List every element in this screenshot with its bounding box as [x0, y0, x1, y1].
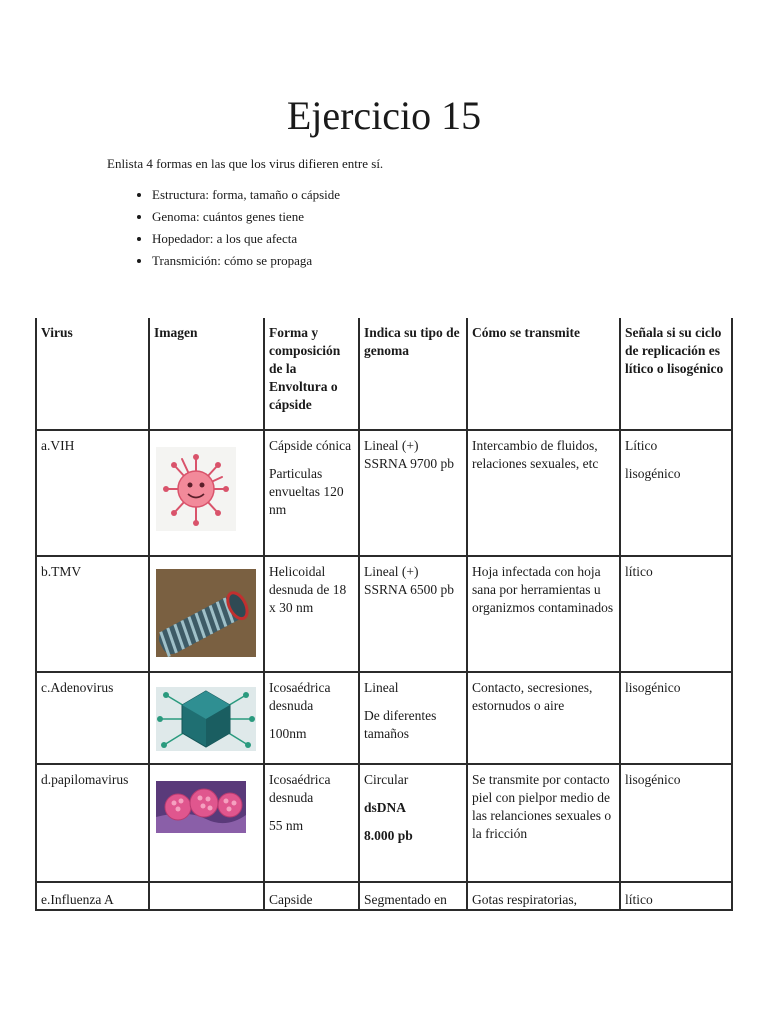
ciclo-cell	[620, 882, 732, 910]
adenovirus-illustration	[156, 687, 256, 751]
header-forma: Forma y composición de la Envoltura o cápside	[264, 318, 359, 430]
table-header-row	[36, 318, 732, 430]
table-row	[36, 556, 732, 672]
header-transmite: Cómo se transmite	[467, 318, 620, 430]
genoma-text: Lineal (+) SSRNA 9700 pb	[364, 438, 455, 471]
forma-text: 55 nm	[269, 818, 304, 833]
virus-name-cell: e.Influenza A	[36, 882, 149, 910]
genoma-text: dsDNA	[364, 800, 407, 815]
header-ciclo: Señala si su ciclo de replicación es lítico o lisogénico	[620, 318, 732, 430]
ciclo-text: lisogénico	[625, 680, 681, 695]
papillomavirus-illustration	[156, 781, 256, 833]
bullet-item: • Estructura: forma, tamaño o cápside	[152, 184, 340, 206]
genoma-text: Circular	[364, 772, 409, 787]
forma-text: Icosaédrica desnuda	[269, 772, 331, 805]
header-genoma: Indica su tipo de genoma	[359, 318, 467, 430]
genoma-cell	[359, 882, 467, 910]
genoma-text: Lineal	[364, 680, 399, 695]
virus-name-cell: c.Adenovirus	[36, 672, 149, 764]
ciclo-cell	[620, 430, 732, 556]
ciclo-text: Lítico	[625, 438, 658, 453]
image-cell	[149, 556, 264, 672]
intro-text: Enlista 4 formas en las que los virus difieren entre sí.	[107, 156, 384, 171]
ciclo-cell	[620, 672, 732, 764]
header-imagen: Imagen	[149, 318, 264, 430]
genoma-text: Segmentado en	[364, 892, 447, 907]
bullet-list	[130, 184, 340, 272]
table-row	[36, 672, 732, 764]
genoma-cell	[359, 764, 467, 882]
forma-text: Cápside cónica	[269, 438, 352, 453]
genoma-cell	[359, 430, 467, 556]
transmite-cell: Contacto, secresiones, estornudos o aire	[467, 672, 620, 764]
virus-name-cell: a.VIH	[36, 430, 149, 556]
bullet-item: • Transmición: cómo se propaga	[152, 250, 340, 272]
transmite-cell: Hoja infectada con hoja sana por herramientas u organizmos contaminados	[467, 556, 620, 672]
image-cell	[149, 430, 264, 556]
bullet-item: • Hopedador: a los que afecta	[152, 228, 340, 250]
forma-cell	[264, 556, 359, 672]
page-title: Ejercicio 15	[286, 93, 482, 138]
forma-cell	[264, 672, 359, 764]
forma-cell	[264, 882, 359, 910]
forma-text: 100nm	[269, 726, 307, 741]
genoma-text: 8.000 pb	[364, 828, 413, 843]
virus-name-cell: b.TMV	[36, 556, 149, 672]
bullet-item: • Genoma: cuántos genes tiene	[152, 206, 340, 228]
ciclo-text: lítico	[625, 564, 653, 579]
ciclo-text: lítico	[625, 892, 653, 907]
ciclo-text: lisogénico	[625, 466, 681, 481]
forma-text: Icosaédrica desnuda	[269, 680, 331, 713]
image-cell	[149, 882, 264, 910]
forma-text: Capside	[269, 892, 313, 907]
forma-text: Particulas envueltas 120 nm	[269, 466, 344, 517]
genoma-cell	[359, 556, 467, 672]
tmv-virus-illustration	[156, 569, 256, 657]
table-row	[36, 430, 732, 556]
table-row	[36, 882, 732, 910]
ciclo-cell	[620, 764, 732, 882]
transmite-cell: Se transmite por contacto piel con pielpor medio de las relanciones sexuales o la fricción	[467, 764, 620, 882]
forma-cell	[264, 430, 359, 556]
image-cell	[149, 672, 264, 764]
image-cell	[149, 764, 264, 882]
genoma-text: De diferentes tamaños	[364, 708, 437, 741]
transmite-cell: Gotas respiratorias,	[467, 882, 620, 910]
virus-table	[35, 318, 733, 911]
forma-text: Helicoidal desnuda de 18 x 30 nm	[269, 564, 347, 615]
ciclo-text: lisogénico	[625, 772, 681, 787]
hiv-virus-illustration	[156, 447, 256, 535]
virus-name-cell: d.papilomavirus	[36, 764, 149, 882]
transmite-cell: Intercambio de fluidos, relaciones sexuales, etc	[467, 430, 620, 556]
table-row	[36, 764, 732, 882]
genoma-cell	[359, 672, 467, 764]
forma-cell	[264, 764, 359, 882]
ciclo-cell	[620, 556, 732, 672]
header-virus: Virus	[36, 318, 149, 430]
genoma-text: Lineal (+) SSRNA 6500 pb	[364, 564, 455, 597]
